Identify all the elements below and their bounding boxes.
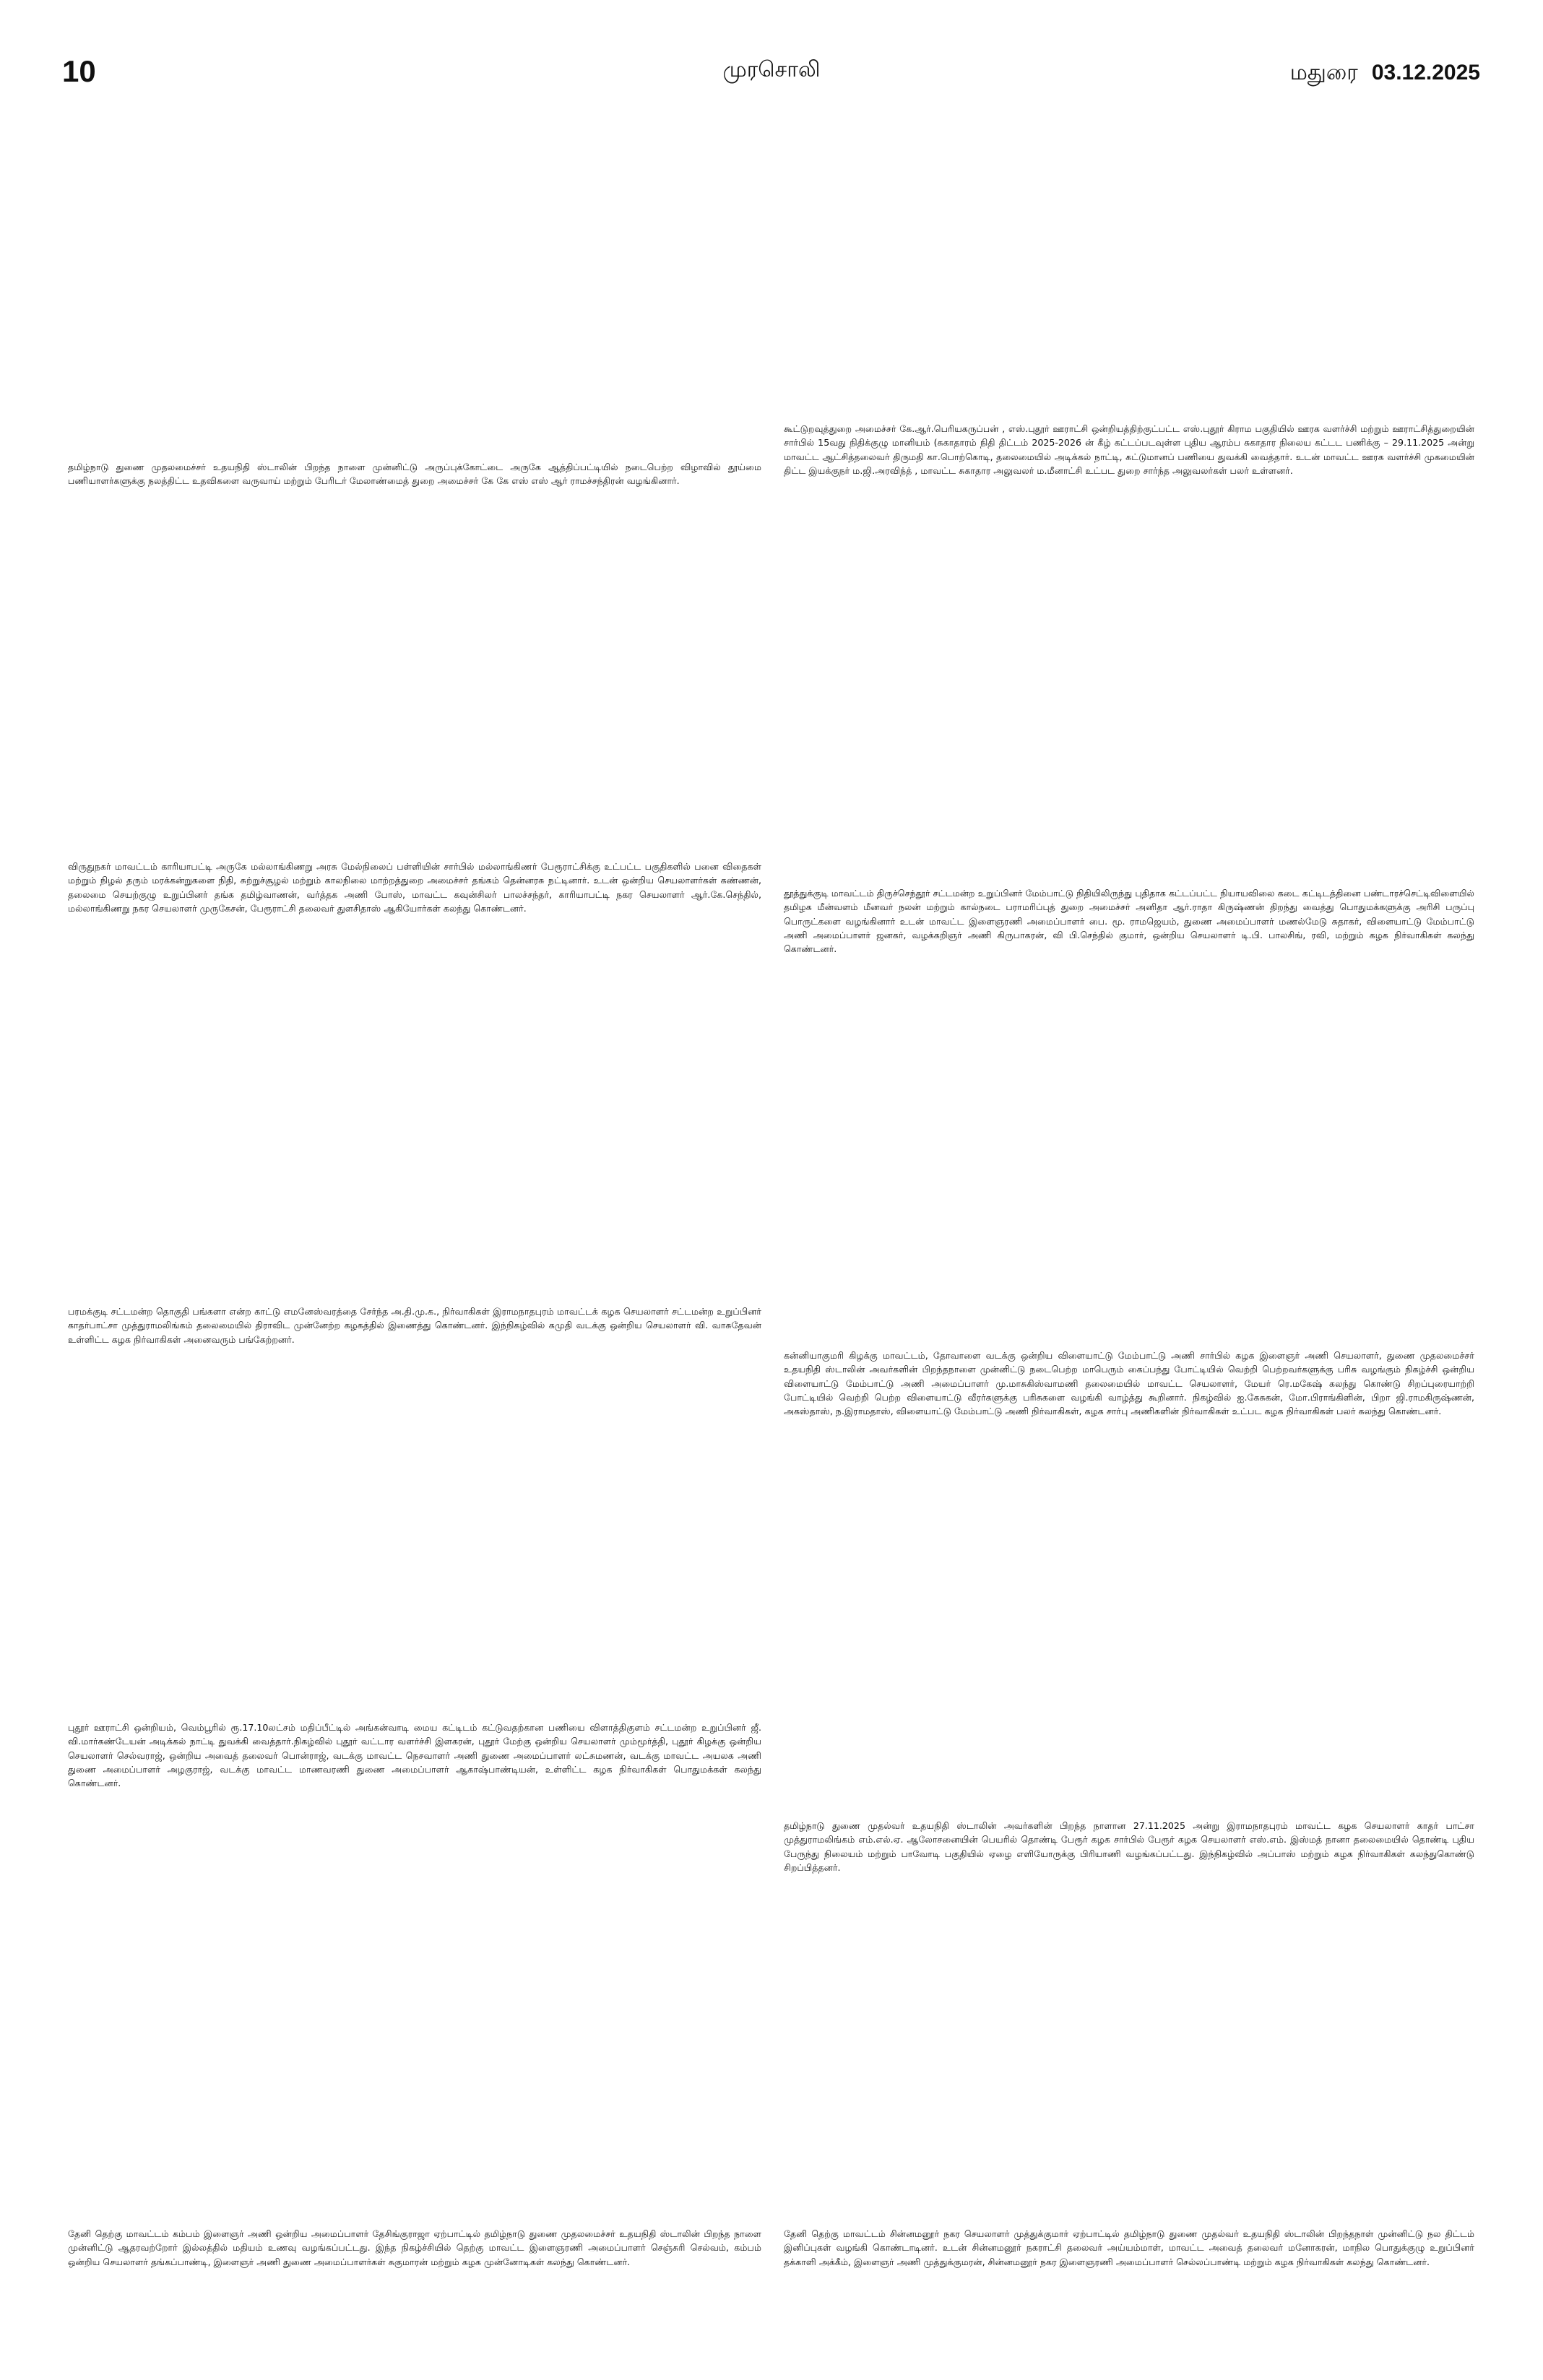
- edition-dateline: [1290, 62, 1480, 84]
- photo-caption: தேனி தெற்கு மாவட்டம் கம்பம் இளைஞர் அணி ஒன்றிய அமைப்பாளர் தேசிங்குராஜா ஏற்பாட்டில் தமிழ்நாடு துணை முதலமைச்சர் உதயநிதி ஸ்டாலின் பிறந்த நாளை முன்னிட்டு ஆதரவற்றோர் இல்லத்தில் மதியம் உணவு வழங்கப்பட்டது. இந்த நிகழ்ச்சியில் தெற்கு மாவட்ட இளைஞரணி அமைப்பாளர் செஞ்சுரி செல்வம், கம்பம் ஒன்றிய செயலாளர் தங்கப்பாண்டி, இளைஞர் அணி துணை அமைப்பாளர்கள் சுகுமாரன் மற்றும் கழக முன்னோடிகள் கலந்து கொண்டனர்.: [68, 2228, 761, 2267]
- photo-caption: தமிழ்நாடு துணை முதலமைச்சர் உதயநிதி ஸ்டாலின் பிறந்த நாளை முன்னிட்டு அருப்புக்கோட்டை அருகே ஆத்திப்பட்டியில் நடைபெற்ற விழாவில் தூய்மை பணியாளர்களுக்கு நலத்திட்ட உதவிகளை வருவாய் மற்றும் பேரிடர் மேலாண்மைத் துறை அமைச்சர் கே கே எஸ் எஸ் ஆர் ராமச்சந்திரன் வழங்கினார்.: [68, 462, 761, 487]
- photo-caption: பரமக்குடி சட்டமன்ற தொகுதி பங்களா என்ற காட்டு எமனேஸ்வரத்தை சேர்ந்த அ.தி.மு.க., நிர்வாகிகள் இராமநாதபுரம் மாவட்டக் கழக செயலாளர் சட்டமன்ற உறுப்பினர் காதர்பாட்சா முத்துராமலிங்கம் தலைமையில் திராவிட முன்னேற்ற கழகத்தில் இணைத்து கொண்டனர். இந்நிகழ்வில் கமுதி வடக்கு ஒன்றிய செயலாளர் வி. வாசுதேவன் உள்ளிட்ட கழக நிர்வாகிகள் அனைவரும் பங்கேற்றனர்.: [68, 1306, 761, 1345]
- page-header: [0, 0, 1543, 101]
- photo-caption: விருதுநகர் மாவட்டம் காரியாபட்டி அருகே மல்லாங்கிணறு அரசு மேல்நிலைப் பள்ளியின் சார்பில் மல்லாங்கிணர் பேரூராட்சிக்கு உட்பட்ட பகுதிகளில் பனை விதைகள் மற்றும் நிழல் தரும் மரக்கன்றுகளை நிதி, சுற்றுச்சூழல் மற்றும் காலநிலை மாற்றத்துறை அமைச்சர் தங்கம் தென்னரசு நட்டினார். உடன் ஒன்றிய செயலாளர்கள் கண்ணன், தலைமை செயற்குழு உறுப்பினர் தங்க தமிழ்வாணன், வர்த்தக அணி போஸ், மாவட்ட கவுன்சிலர் பாலச்சந்தர், காரியாபட்டி நகர செயலாளர் ஆர்.கே.செந்தில், மல்லாங்கிணறு நகர செயலாளர் முருகேசன், பேரூராட்சி தலைவர் துளசிதாஸ் ஆகியோர்கள் கலந்து கொண்டனர்.: [68, 861, 761, 914]
- page-number: 10: [62, 54, 96, 88]
- edition-city: மதுரை: [1289, 60, 1358, 85]
- photo-caption: தூத்துக்குடி மாவட்டம் திருச்செந்தூர் சட்டமன்ற உறுப்பினர் மேம்பாட்டு நிதியிலிருந்து புதிதாக கட்டப்பட்ட நியாயவிலை கடை கட்டிடத்தினை பண்டாரச்செட்டிவிளையில் தமிழக மீன்வளம் மீனவர் நலன் மற்றும் கால்நடை பராமரிப்புத் துறை அமைச்சர் அனிதா ஆர்.ராதா கிருஷ்ணன் திறந்து வைத்து பொதுமக்களுக்கு அரிசி பருப்பு பொருட்களை வழங்கினார் உடன் மாவட்ட இளைஞரணி அமைப்பாளர் பை. மூ. ராமஜெயம், துணை அமைப்பாளர் மணல்மேடு சுதாகர், விளையாட்டு மேம்பாட்டு அணி அமைப்பாளர் ஜனகர், வழக்கறிஞர் அணி கிருபாகரன், வி பி.செந்தில் குமார், ஒன்றிய செயலாளர் டி.பி. பாலசிங், ரவி, மற்றும் கழக நிர்வாகிகள் கலந்து கொண்டனர்.: [784, 888, 1474, 955]
- photo-caption: தேனி தெற்கு மாவட்டம் சின்னமனூர் நகர செயலாளர் முத்துக்குமார் ஏற்பாட்டில் தமிழ்நாடு துணை முதல்வர் உதயநிதி ஸ்டாலின் பிறந்தநாள் முன்னிட்டு நல திட்டம் இனிப்புகள் வழங்கி கொண்டாடினர். உடன் சின்னமனூர் நகராட்சி தலைவர் அய்யம்மாள், மாவட்ட அவைத் தலைவர் மனோகரன், மாநில பொதுக்குழு உறுப்பினர் தக்காளி அக்கீம், இளைஞர் அணி முத்துக்குமரன், சின்னமனூர் நகர இளைஞரணி அமைப்பாளர் செல்லப்பாண்டி மற்றும் கழக நிர்வாகிகள் கலந்து கொண்டனர்.: [784, 2228, 1474, 2267]
- newspaper-masthead: முரசொலி: [722, 57, 821, 82]
- photo-caption: கன்னியாகுமரி கிழக்கு மாவட்டம், தோவாளை வடக்கு ஒன்றிய விளையாட்டு மேம்பாட்டு அணி சார்பில் கழக இளைஞர் அணி செயலாளர், துணை முதலமைச்சர் உதயநிதி ஸ்டாலின் அவர்களின் பிறந்தநாளை முன்னிட்டு நடைபெற்ற மாபெரும் கைப்பந்து போட்டியில் வெற்றி பெற்றவர்களுக்கு பரிசு வழங்கும் நிகழ்ச்சி ஒன்றிய விளையாட்டு மேம்பாட்டு அணி அமைப்பாளர் மு.மாசுகிஸ்வாமணி தலைமையில் மாவட்ட செயலாளர், மேயர் ரெ.மகேஷ் கலந்து கொண்டு சிறப்புரையாற்றி போட்டியில் வெற்றி பெற்ற விளையாட்டு வீரர்களுக்கு பரிசுகளை வழங்கி வாழ்த்து கூறினார். நிகழ்வில் ஐ.கேசுகன், மோ.பிராங்கிளின், பிறா ஜி.ராமகிருஷ்ணன், அகஸ்தாஸ், ந.இராமதாஸ், விளையாட்டு மேம்பாட்டு அணி நிர்வாகிகள், கழக சார்பு அணிகளின் நிர்வாகிகள் உட்பட கழக நிர்வாகிகள் பலர் கலந்து கொண்டனர்.: [784, 1350, 1474, 1417]
- photo-caption: புதூர் ஊராட்சி ஒன்றியம், வெம்பூரில் ரூ.17.10லட்சம் மதிப்பீட்டில் அங்கன்வாடி மைய கட்டிடம் கட்டுவதற்கான பணியை விளாத்திகுளம் சட்டமன்ற உறுப்பினர் ஜீ. வி.மார்கண்டேயன் அடிக்கல் நாட்டி துவக்கி வைத்தார்.நிகழ்வில் புதூர் வட்டார வளர்ச்சி இளகரன், புதூர் மேற்கு ஒன்றிய செயலாளர் மும்மூர்த்தி, புதூர் கிழக்கு ஒன்றிய செயலாளர் செல்வராஜ், ஒன்றிய அவைத் தலைவர் பொன்ராஜ், வடக்கு மாவட்ட நெசவாளர் அணி துணை அமைப்பாளர் லட்சுமணன், வடக்கு மாவட்ட அயலக அணி துணை அமைப்பாளர் அழகுராஜ், வடக்கு மாவட்ட மாணவரணி துணை அமைப்பாளர் ஆகாஷ்பாண்டியன், உள்ளிட்ட கழக நிர்வாகிகள் பொதுமக்கள் கலந்து கொண்டனர்.: [68, 1722, 761, 1789]
- photo-caption: கூட்டுறவுத்துறை அமைச்சர் கே.ஆர்.பெரியகருப்பன் , எஸ்.புதூர் ஊராட்சி ஒன்றியத்திற்குட்பட்ட எஸ்.புதூர் கிராம பகுதியில் ஊரக வளர்ச்சி மற்றும் ஊராட்சித்துறையின் சார்பில் 15வது நிதிக்குழு மானியம் (சுகாதாரம் நிதி திட்டம் 2025-2026 ன் கீழ் கட்டப்படவுள்ள புதிய ஆரம்ப சுகாதார நிலைய கட்டட பணிக்கு – 29.11.2025 அன்று மாவட்ட ஆட்சித்தலைவர் திருமதி கா.பொற்கொடி, தலைமையில் அடிக்கல் நாட்டி, கட்டுமானப் பணியை துவக்கி வைத்தார். உடன் மாவட்ட ஊரக வளர்ச்சி முகமையின் திட்ட இயக்குநர் ம.ஜி.அரவிந்த் , மாவட்ட சுகாதார அலுவலர் ம.மீனாட்சி உட்பட துறை சார்ந்த அலுவலர்கள் பலர் உள்ளனர்.: [784, 423, 1474, 476]
- photo-caption: தமிழ்நாடு துணை முதல்வர் உதயநிதி ஸ்டாலின் அவர்களின் பிறந்த நாளான 27.11.2025 அன்று இராமநாதபுரம் மாவட்ட கழக செயலாளர் காதர் பாட்சா முத்துராமலிங்கம் எம்.எல்.ஏ. ஆலோசனையின் பெயரில் தொண்டி பேரூர் கழக சார்பில் பேரூர் கழக செயலாளர் எஸ்.எம். இஸ்மத் நானா தலைமையில் தொண்டி புதிய பேருந்து நிலையம் மற்றும் பாவோடி பகுதியில் ஏழை எளியோருக்கு பிரியாணி வழங்கப்பட்டது. இந்நிகழ்வில் அப்பாஸ் மற்றும் கழக நிர்வாகிகள் கலந்துகொண்டு சிறப்பித்தனர்.: [784, 1820, 1474, 1873]
- edition-date: 03.12.2025: [1371, 61, 1480, 85]
